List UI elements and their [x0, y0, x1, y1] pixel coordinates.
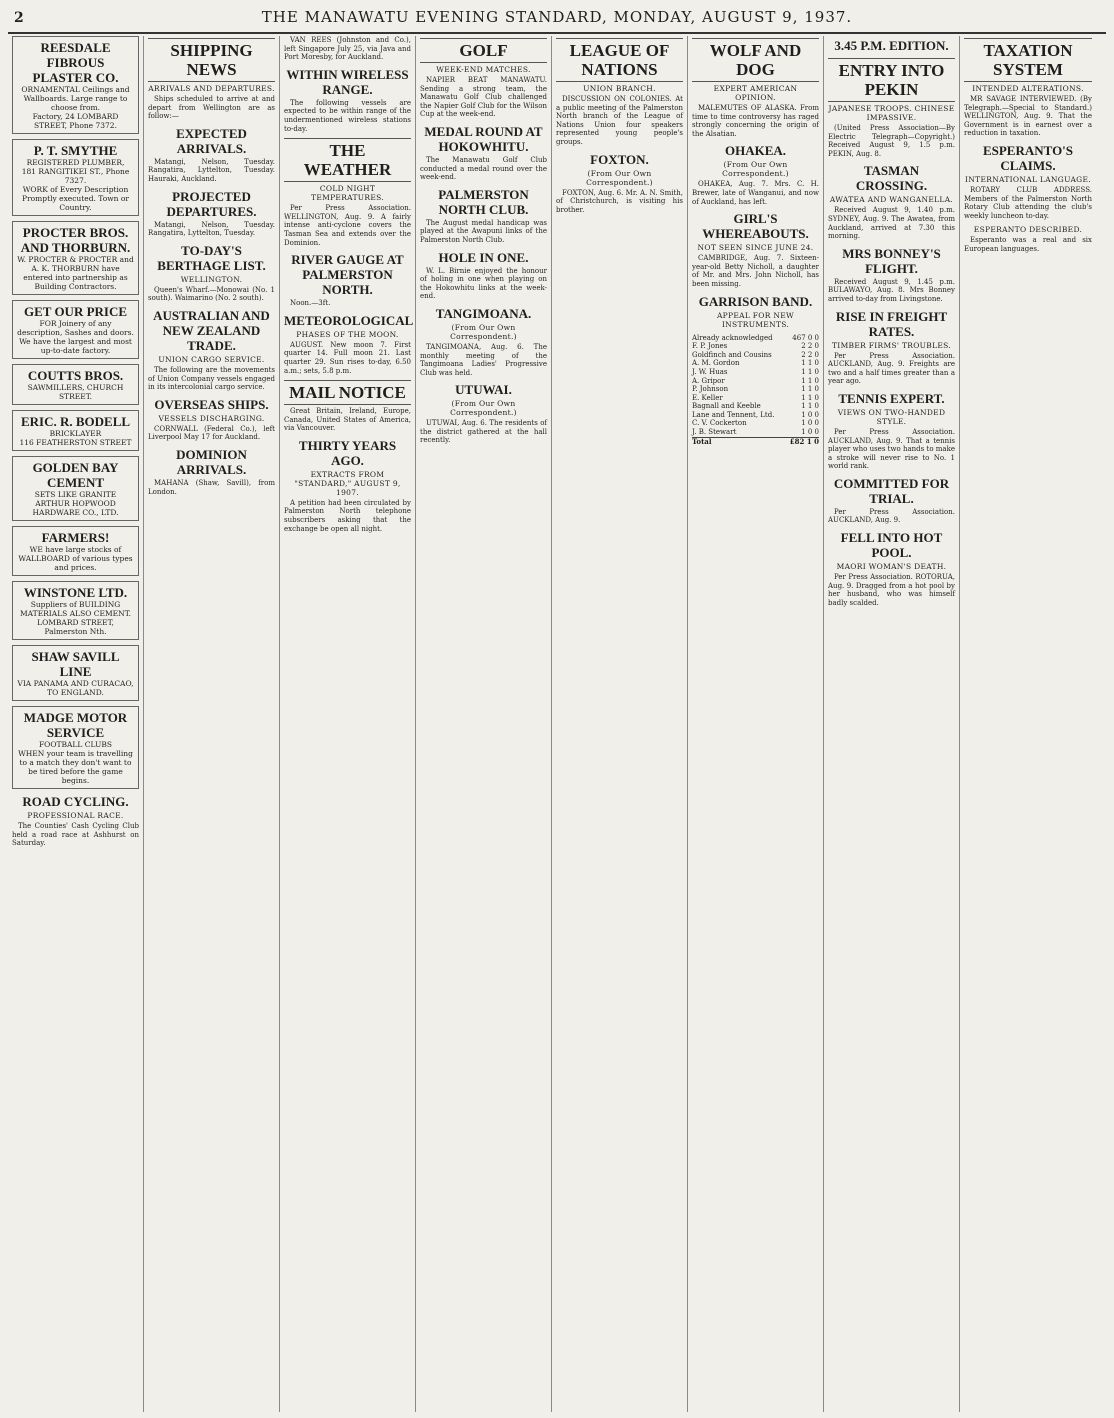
- article-paragraph: Per Press Association. AUCKLAND, Aug. 9.: [828, 507, 955, 525]
- article-subheadline: WELLINGTON.: [180, 274, 243, 284]
- article-paragraph: W. L. Birnie enjoyed the honour of holing in one when playing on the Hokowhitu links at the week-end.: [420, 266, 547, 301]
- article: [12, 794, 139, 848]
- subscription-amount: 2 2 0: [801, 350, 819, 359]
- article: [556, 38, 683, 147]
- article: [828, 163, 955, 240]
- masthead: [8, 6, 1106, 34]
- subscriber-name: Already acknowledged: [692, 333, 773, 342]
- article-subheadline: MAORI WOMAN'S DEATH.: [836, 562, 947, 572]
- article-paragraph: The following are the movements of Union Company vessels engaged in its intercolonial cargo service.: [148, 365, 275, 392]
- article-paragraph: Great Britain, Ireland, Europe, Canada, United States of America, via Vancouver.: [284, 407, 411, 433]
- article: [692, 143, 819, 206]
- article-subheadline: WEEK-END MATCHES.: [436, 65, 531, 74]
- article-paragraph: CORNWALL (Federal Co.), left Liverpool May 17 for Auckland.: [148, 424, 275, 442]
- article-body: [284, 204, 411, 247]
- article: [828, 530, 955, 607]
- subscriber-name: C. V. Cockerton: [692, 419, 747, 428]
- article-subheadline: ESPERANTO DESCRIBED.: [973, 225, 1083, 235]
- article-subheadline: INTENDED ALTERATIONS.: [972, 84, 1084, 93]
- article-paragraph: TANGIMOANA, Aug. 6. The monthly meeting of the Tangimoana Ladies' Progressive Club was held.: [420, 342, 547, 377]
- article-body: [828, 352, 955, 386]
- article-body: [828, 206, 955, 240]
- article: [420, 250, 547, 301]
- newspaper-title: THE MANAWATU EVENING STANDARD, MONDAY, AUGUST 9, 1937.: [261, 8, 853, 26]
- subscription-amount: 1 1 0: [801, 376, 819, 385]
- article-body: [692, 180, 819, 206]
- column-7: [824, 36, 960, 1412]
- subscription-row: [692, 419, 819, 428]
- subscriber-name: A. M. Gordon: [692, 359, 740, 368]
- article: [828, 246, 955, 304]
- ad-line: REGISTERED PLUMBER,: [26, 158, 125, 167]
- article-paragraph: Matangi, Nelson, Tuesday. Rangatira, Lyttelton, Tuesday.: [148, 220, 275, 238]
- article: [692, 294, 819, 329]
- article-subheadline: INTERNATIONAL LANGUAGE.: [965, 174, 1091, 184]
- article-headline: 3.45 P.M. EDITION.: [834, 38, 949, 53]
- article-paragraph: UTUWAI, Aug. 6. The residents of the district gathered at the hall recently.: [420, 419, 547, 445]
- article: [284, 252, 411, 308]
- article: [420, 38, 547, 119]
- article-paragraph: FOXTON, Aug. 6. Mr. A. N. Smith, of Christchurch, is visiting his brother.: [556, 188, 683, 214]
- ad-line: Factory, 24 LOMBARD STREET, Phone 7372.: [32, 112, 119, 130]
- article-body: [828, 573, 955, 607]
- article-body: [964, 236, 1092, 253]
- article-body: [148, 479, 275, 496]
- ad-title: REESDALE FIBROUS PLASTER CO.: [32, 40, 119, 85]
- article-subheadline: EXPERT AMERICAN OPINION.: [713, 84, 798, 102]
- article-subheadline: COLD NIGHT TEMPERATURES.: [311, 184, 384, 203]
- subscription-amount: 1 1 0: [801, 359, 819, 368]
- subscription-amount: 1 0 0: [801, 410, 819, 419]
- article-subheadline: EXTRACTS FROM "STANDARD," AUGUST 9, 1907.: [294, 469, 401, 497]
- article-headline: MEDAL ROUND AT HOKOWHITU.: [424, 123, 543, 154]
- article-headline: TENNIS EXPERT.: [838, 390, 945, 406]
- advertisement: [12, 36, 139, 134]
- ad-title: SHAW SAVILL LINE: [31, 649, 120, 679]
- subscription-amount: 467 0 0: [792, 333, 819, 342]
- ad-title: P. T. SMYTHE: [33, 143, 118, 158]
- article-paragraph: The Counties' Cash Cycling Club held a road race at Ashhurst on Saturday.: [12, 822, 139, 848]
- article-body: [828, 278, 955, 304]
- article-body: [420, 343, 547, 377]
- article-body: [556, 95, 683, 147]
- ad-line: 116 FEATHERSTON STREET: [19, 438, 132, 447]
- article-headline: ESPERANTO'S CLAIMS.: [982, 142, 1074, 173]
- subscription-amount: 2 2 0: [801, 342, 819, 351]
- article-body: [556, 189, 683, 215]
- article: [420, 187, 547, 245]
- article-headline: UTUWAI.: [455, 382, 512, 398]
- article: [148, 189, 275, 238]
- article-headline: METEOROLOGICAL: [284, 312, 414, 328]
- article-headline: SHIPPING NEWS: [148, 38, 275, 82]
- advertisement: [12, 456, 139, 521]
- article-paragraph: AUGUST. New moon 7. First quarter 14. Full moon 21. Last quarter 29. Sun rises to-day, 6.50 a.m.; sets, 5.8 p.m.: [284, 340, 411, 375]
- ad-title: MADGE MOTOR SERVICE: [23, 710, 128, 740]
- article-body: [284, 499, 411, 533]
- article-headline: TASMAN CROSSING.: [855, 163, 928, 194]
- ad-title: COUTTS BROS.: [27, 368, 124, 383]
- subscription-amount: 1 0 0: [801, 428, 819, 437]
- article-body: [964, 186, 1092, 220]
- subscription-amount: 1 1 0: [801, 385, 819, 394]
- article-subheadline: VESSELS DISCHARGING.: [158, 413, 265, 423]
- article-subheadline: (From Our Own Correspondent.): [722, 160, 789, 179]
- article-subheadline: NOT SEEN SINCE JUNE 24.: [697, 243, 814, 253]
- article-subheadline: APPEAL FOR NEW INSTRUMENTS.: [716, 310, 795, 329]
- article-paragraph: CAMBRIDGE, Aug. 7. Sixteen-year-old Betty Nicholl, a daughter of Mr. and Mrs. John Nicholl, has been missing.: [692, 254, 819, 288]
- article-paragraph: The following vessels are expected to be within range of the undermentioned wireless stations to-day.: [284, 98, 411, 133]
- subscription-row: [692, 394, 819, 403]
- ad-line: WORK of Every Description Promptly executed. Town or Country.: [22, 185, 129, 212]
- article: [420, 306, 547, 377]
- article-paragraph: Noon.—3ft.: [290, 299, 331, 308]
- article-paragraph: DISCUSSION ON COLONIES. At a public meeting of the Palmerston North branch of the League of Nations Union four speakers represented young people's groups.: [556, 95, 683, 146]
- article-body: [692, 254, 819, 288]
- article-headline: GARRISON BAND.: [698, 293, 813, 309]
- column-1: [8, 36, 144, 1412]
- article-body: [284, 407, 411, 433]
- article-headline: WOLF AND DOG: [692, 38, 819, 82]
- article: [964, 225, 1092, 253]
- ad-title: ERIC. R. BODELL: [20, 414, 131, 429]
- article-paragraph: VAN REES (Johnston and Co.), left Singapore July 25, via Java and Port Moresby, for Auckland.: [284, 36, 411, 62]
- article-paragraph: Received August 9, 1.40 p.m. SYDNEY, Aug. 9. The Awatea, from Auckland, arrived at 7.30 this morning.: [828, 206, 955, 241]
- article-paragraph: Ships scheduled to arrive at and depart from Wellington are as follow:—: [148, 95, 275, 121]
- article: [284, 67, 411, 133]
- article-body: [420, 156, 547, 182]
- column-6: [688, 36, 824, 1412]
- article-headline: MAIL NOTICE: [284, 380, 411, 405]
- article-paragraph: Queen's Wharf.—Monowai (No. 1 south). Waimarino (No. 2 south).: [148, 285, 275, 303]
- article-body: [420, 419, 547, 445]
- article-headline: RIVER GAUGE AT PALMERSTON NORTH.: [291, 252, 404, 298]
- advertisement: [12, 139, 139, 216]
- article: [828, 309, 955, 386]
- subscription-list: [692, 334, 819, 447]
- column-3: [280, 36, 416, 1412]
- ad-line: LOMBARD STREET, Palmerston Nth.: [37, 618, 114, 636]
- article-paragraph: ROTARY CLUB ADDRESS. Members of the Palmerston North Rotary Club attending the club's weekly luncheon to-day.: [964, 185, 1092, 220]
- ad-line: SAWMILLERS, CHURCH STREET.: [27, 383, 124, 401]
- ad-line: ORNAMENTAL Ceilings and Wallboards. Large range to choose from.: [21, 85, 130, 112]
- ad-line: W. PROCTER & PROCTER and A. K. THORBURN have entered into partnership as Building Contractors.: [17, 255, 134, 291]
- article-paragraph: Received August 9, 1.45 p.m. BULAWAYO, Aug. 8. Mrs Bonney arrived to-day from Livingstone.: [828, 277, 955, 303]
- article-headline: FOXTON.: [590, 151, 649, 167]
- article-headline: RISE IN FREIGHT RATES.: [835, 308, 948, 339]
- article-paragraph: Per Press Association. AUCKLAND, Aug. 9. That a tennis player who uses two hands to make a stroke will never rise to No. 1 world rank.: [828, 427, 955, 471]
- article-body: [148, 366, 275, 392]
- article: [148, 38, 275, 121]
- article-paragraph: A petition had been circulated by Palmerston North telephone subscribers asking that the exchange be open all night.: [284, 498, 411, 533]
- article: [964, 38, 1092, 138]
- subscription-amount: 1 1 0: [801, 393, 819, 402]
- ad-title: GOLDEN BAY CEMENT: [32, 460, 119, 490]
- article-body: [148, 286, 275, 303]
- ad-line: SETS LIKE GRANITE: [34, 490, 117, 499]
- article-headline: HOLE IN ONE.: [438, 249, 529, 265]
- article-headline: DOMINION ARRIVALS.: [176, 446, 247, 477]
- article: [828, 476, 955, 525]
- article-body: [828, 124, 955, 158]
- total-label: Total: [692, 437, 786, 446]
- subscription-row: [692, 342, 819, 351]
- article-body: [148, 425, 275, 442]
- column-2: [144, 36, 280, 1412]
- subscription-total-row: [692, 437, 819, 446]
- article-headline: THE WEATHER: [284, 138, 411, 182]
- subscriber-name: P. Johnson: [692, 385, 729, 394]
- ad-title: FARMERS!: [41, 530, 110, 545]
- article-paragraph: OHAKEA, Aug. 7. Mrs. C. H. Brewer, late of Wanganui, and now of Auckland, has left.: [692, 180, 819, 206]
- ad-title: WINSTONE LTD.: [23, 585, 128, 600]
- article-subheadline: UNION BRANCH.: [583, 84, 656, 93]
- article: [284, 312, 414, 375]
- article: [148, 397, 275, 442]
- article-subheadline: PHASES OF THE MOON.: [296, 329, 399, 339]
- page-number: 2: [14, 10, 24, 26]
- total-amount: £82 1 0: [786, 437, 819, 446]
- article: [284, 380, 411, 433]
- newspaper-columns: [8, 36, 1106, 1412]
- article-subheadline: JAPANESE TROOPS. CHINESE IMPASSIVE.: [828, 104, 955, 122]
- article: [692, 38, 819, 138]
- column-5: [552, 36, 688, 1412]
- subscriber-name: J. B. Stewart: [692, 428, 737, 437]
- article-subheadline: (From Our Own Correspondent.): [450, 399, 517, 418]
- article-headline: COMMITTED FOR TRIAL.: [833, 475, 950, 506]
- subscriber-name: F. P. Jones: [692, 342, 728, 351]
- ad-line: BRICKLAYER: [49, 429, 102, 438]
- ad-line: ARTHUR HOPWOOD HARDWARE CO., LTD.: [32, 499, 119, 517]
- subscriber-name: Goldfinch and Cousins: [692, 350, 772, 359]
- subscription-amount: 1 1 0: [801, 402, 819, 411]
- article-body: [148, 95, 275, 121]
- article-headline: EXPECTED ARRIVALS.: [176, 125, 247, 156]
- article-headline: OHAKEA.: [724, 143, 787, 159]
- ad-line: WHEN your team is travelling to a match they don't want to be tired before the game begins.: [18, 749, 133, 785]
- article: [148, 447, 275, 496]
- ad-line: FOOTBALL CLUBS: [38, 740, 113, 749]
- column-8: [960, 36, 1096, 1412]
- article-body: [284, 99, 411, 133]
- article-body: [420, 219, 547, 245]
- article-paragraph: Per Press Association. AUCKLAND, Aug. 9. Freights are two and a half times greater than a year ago.: [828, 351, 955, 386]
- article-body: [420, 76, 547, 119]
- article-paragraph: MR SAVAGE INTERVIEWED. (By Telegraph.—Special to Standard.) WELLINGTON, Aug. 9. That the Government is in earnest over a reduction in taxation.: [964, 95, 1092, 138]
- article: [828, 38, 955, 53]
- ad-title: PROCTER BROS. AND THORBURN.: [20, 225, 131, 255]
- subscription-row: [692, 334, 819, 343]
- subscriber-name: E. Keller: [692, 393, 723, 402]
- subscriber-name: Lane and Tennent, Ltd.: [692, 410, 775, 419]
- subscription-amount: 1 0 0: [801, 419, 819, 428]
- advertisement: [12, 581, 139, 640]
- article-headline: ENTRY INTO PEKIN: [828, 58, 955, 102]
- article-body: [420, 267, 547, 301]
- article-body: [692, 104, 819, 138]
- article-body: [284, 341, 411, 375]
- article-headline: TO-DAY'S BERTHAGE LIST.: [157, 242, 266, 273]
- article-body: [284, 36, 411, 62]
- article-subheadline: (From Our Own Correspondent.): [450, 322, 517, 341]
- ad-line: Suppliers of BUILDING MATERIALS ALSO CEMENT.: [20, 600, 131, 618]
- article-headline: TAXATION SYSTEM: [964, 38, 1092, 82]
- article-headline: GOLF: [420, 38, 547, 63]
- article: [420, 124, 547, 182]
- ad-line: WE have large stocks of WALLBOARD of various types and prices.: [18, 545, 133, 572]
- article-headline: OVERSEAS SHIPS.: [154, 396, 269, 412]
- article-subheadline: VIEWS ON TWO-HANDED STYLE.: [837, 407, 946, 426]
- article-paragraph: MAHANA (Shaw, Savill), from London.: [148, 478, 275, 496]
- article-subheadline: PROFESSIONAL RACE.: [27, 811, 124, 820]
- article-paragraph: MALEMUTES OF ALASKA. From time to time controversy has raged strongly concerning the origin of the Alsatian.: [692, 104, 819, 138]
- article: [692, 211, 819, 288]
- article-headline: THIRTY YEARS AGO.: [298, 437, 397, 468]
- subscriber-name: A. Gripor: [692, 376, 725, 385]
- article-paragraph: (United Press Association—By Electric Telegraph—Copyright.) Received August 9, 1.5 p.m. PEKIN, Aug. 8.: [828, 124, 955, 158]
- column-4: [416, 36, 552, 1412]
- article: [284, 36, 411, 62]
- article-paragraph: Esperanto was a real and six European languages.: [964, 236, 1092, 253]
- ad-line: VIA PANAMA AND CURACAO, TO ENGLAND.: [17, 679, 134, 697]
- subscriber-name: J. W. Huas: [692, 367, 728, 376]
- article-paragraph: The August medal handicap was played at the Awapuni links of the Palmerston North Club.: [420, 218, 547, 244]
- article-headline: MRS BONNEY'S FLIGHT.: [842, 245, 941, 276]
- article: [148, 243, 275, 303]
- article: [284, 138, 411, 247]
- article-headline: TANGIMOANA.: [435, 305, 532, 321]
- article-body: [964, 95, 1092, 138]
- subscription-row: [692, 377, 819, 386]
- article: [148, 126, 275, 184]
- article-subheadline: ARRIVALS AND DEPARTURES.: [148, 84, 275, 93]
- subscription-row: [692, 359, 819, 368]
- article-headline: ROAD CYCLING.: [22, 794, 129, 809]
- advertisement: [12, 221, 139, 295]
- advertisement: [12, 706, 139, 789]
- article-paragraph: Per Press Association. WELLINGTON, Aug. 9. A fairly intense anti-cyclone covers the Tasman Sea and extends over the Dominion.: [284, 204, 411, 247]
- article-headline: GIRL'S WHEREABOUTS.: [702, 211, 809, 242]
- article-headline: WITHIN WIRELESS RANGE.: [286, 66, 409, 97]
- advertisement: [12, 300, 139, 359]
- advertisement: [12, 410, 139, 451]
- article-body: [284, 299, 411, 308]
- subscription-row: [692, 428, 819, 437]
- subscription-row: [692, 411, 819, 420]
- article: [964, 143, 1092, 220]
- advertisement: [12, 645, 139, 701]
- article-paragraph: The Manawatu Golf Club conducted a medal round over the week-end.: [420, 155, 547, 182]
- article-subheadline: TIMBER FIRMS' TROUBLES.: [832, 340, 951, 350]
- subscription-row: [692, 368, 819, 377]
- article: [556, 152, 683, 215]
- article-headline: LEAGUE OF NATIONS: [556, 38, 683, 82]
- article-paragraph: Per Press Association. ROTORUA, Aug. 9. Dragged from a hot pool by her husband, who was himself badly scalded.: [828, 573, 955, 607]
- article-paragraph: Matangi, Nelson, Tuesday. Rangatira, Lyttelton, Tuesday. Hauraki, Auckland.: [148, 157, 275, 183]
- article-headline: PROJECTED DEPARTURES.: [166, 188, 257, 219]
- article: [420, 382, 547, 445]
- subscription-row: [692, 385, 819, 394]
- subscription-row: [692, 402, 819, 411]
- article-body: [828, 428, 955, 471]
- article-body: [148, 221, 275, 238]
- ad-line: FOR Joinery of any description, Sashes and doors. We have the largest and most up-to-date factory.: [17, 319, 134, 355]
- article-headline: FELL INTO HOT POOL.: [840, 530, 943, 561]
- article-subheadline: AWATEA AND WANGANELLA.: [829, 195, 954, 205]
- advertisement: [12, 526, 139, 576]
- article-body: [12, 822, 139, 848]
- subscriber-name: Bagnall and Keeble: [692, 402, 761, 411]
- article: [828, 391, 955, 471]
- article-body: [148, 158, 275, 184]
- subscription-amount: 1 1 0: [801, 367, 819, 376]
- article: [828, 58, 955, 158]
- advertisement: [12, 364, 139, 405]
- article-headline: PALMERSTON NORTH CLUB.: [438, 186, 529, 217]
- ad-title: GET OUR PRICE: [23, 304, 128, 319]
- subscription-row: [692, 351, 819, 360]
- article-paragraph: NAPIER BEAT MANAWATU. Sending a strong team, the Manawatu Golf Club challenged the Napier Golf Club for the Wilson Cup at the week-end.: [420, 76, 547, 119]
- ad-line: 181 RANGITIKEI ST., Phone 7327.: [21, 167, 130, 185]
- article: [284, 438, 411, 533]
- article-headline: AUSTRALIAN AND NEW ZEALAND TRADE.: [153, 307, 270, 353]
- article-body: [828, 508, 955, 525]
- article-subheadline: (From Our Own Correspondent.): [586, 168, 653, 187]
- article-subheadline: UNION CARGO SERVICE.: [158, 354, 265, 364]
- article: [148, 308, 275, 392]
